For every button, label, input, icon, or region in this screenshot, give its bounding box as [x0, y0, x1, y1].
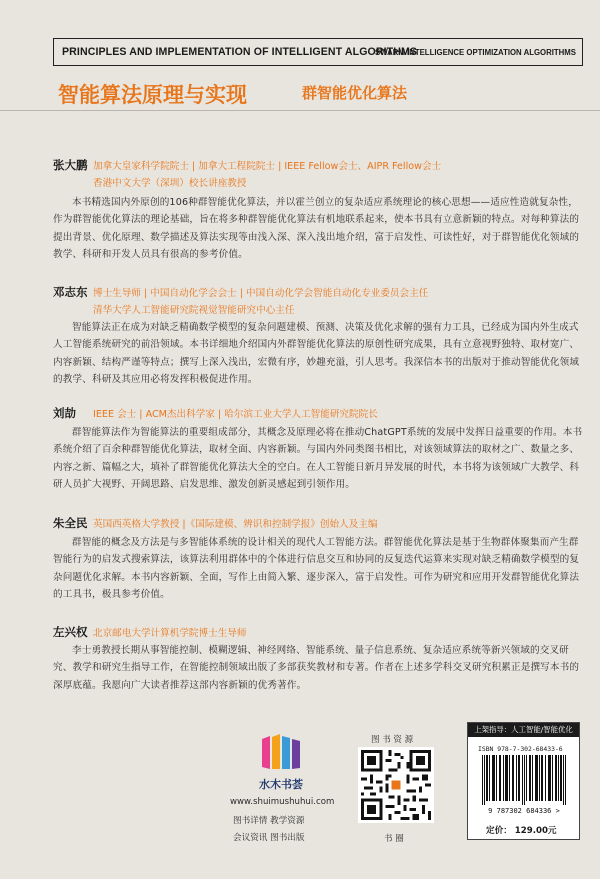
qr-label-top: 图 书 资 源 — [371, 735, 414, 745]
review-text: 群智能的概念及方法是与多智能体系统的设计相关的现代人工智能方法。群智能优化算法是基于生物群体聚集而产生群智能行为的启发式搜索算法，该算法利用群体中的个体进行信息交互和协同的反复迭代运算来实现对缺乏精确数学模型的复杂问题优化求解。本书内容新颖、全面，写作上由简入繁、逐步深入，富于启发性。可作为研究和应用开发群智能优化算法的工具书，极具参考价值。 — [53, 537, 580, 601]
reviewer-name: 邓志东 — [53, 285, 88, 299]
price-label: 定价： 129.00元 — [486, 826, 557, 836]
publisher-logo-icon — [254, 733, 304, 773]
credential-line: 英国西英格大学教授 |《国际建模、辨识和控制学报》创始人及主编 — [93, 519, 378, 530]
review-text: 智能算法正在成为对缺乏精确数学模型的复杂问题建模、预测、决策及优化求解的强有力工具，已经成为国内外生成式人工智能系统研究的前沿领域。本书详细地介绍国内外群智能优化算法的原创性研究成果，具有立意视野独特、取材宽广、内容新颖、结构严谨等特点；撰写上深入浅出，宏微有序，妙趣充溢，引人思考。我深信本书的出版对于推动智能优化领域的教学、科研及其应用必将发挥积极促进作用。 — [53, 322, 580, 386]
barcode-digits: 9 787302 684336 > — [488, 807, 560, 815]
barcode-icon — [476, 755, 572, 815]
review-text: 群智能算法作为智能算法的重要组成部分，其概念及原理必将在推动ChatGPT系统的发展中发挥日益重要的作用。本书系统介绍了百余种群智能优化算法，取材全面、内容新颖。与国内外同类图书相比，对该领域算法的取材之广、数量之多、内容之新、篇幅之大，填补了群智能优化算法大全的空白。在人工智能日新月异发展的时代，本书将为该领域广大教学、科研人员扩大视野、开阔思路、启发思维、激发创新灵感起到引领作用。 — [53, 427, 583, 491]
publisher-website[interactable]: www.shuimushuhui.com — [230, 797, 335, 807]
publisher-links-row-1: 图书详情 教学资源 — [233, 816, 305, 826]
book-title: 智能算法原理与实现 — [58, 83, 247, 107]
book-subtitle: 群智能优化算法 — [302, 84, 408, 102]
reviewer-name: 张大鹏 — [53, 158, 88, 172]
reviewer-credentials — [93, 516, 378, 533]
review-text: 李士勇教授长期从事智能控制、模糊逻辑、神经网络、智能系统、量子信息系统、复杂适应系统等新兴领域的交叉研究、教学和研究生指导工作，在智能控制领域出版了多部获奖教材和专著。作者在上述多学科交叉研究积累正是撰写本书的深厚底蕴。我愿向广大读者推荐这部内容新颖的优秀著作。 — [53, 645, 580, 691]
reviewer-name: 朱全民 — [53, 516, 88, 530]
publisher-links-row-2: 会议资讯 图书出版 — [233, 833, 305, 843]
credential-line: 香港中文大学（深圳）校长讲座教授 — [93, 178, 247, 189]
credential-line: 清华大学人工智能研究院视觉智能研究中心主任 — [93, 305, 295, 316]
english-title: PRINCIPLES AND IMPLEMENTATION OF INTELLIGENT ALGORITHMS — [62, 46, 418, 58]
barcode-panel — [467, 722, 580, 840]
reviewer-name: 左兴权 — [53, 625, 88, 639]
isbn-number: ISBN 978-7-302-68433-6 — [478, 745, 563, 753]
reviewer-credentials — [93, 406, 378, 423]
divider — [0, 110, 600, 111]
shelf-category: 上架指导：人工智能/智能优化 — [468, 723, 579, 737]
credential-line: IEEE 会士 | ACM杰出科学家 | 哈尔滨工业大学人工智能研究院院长 — [93, 409, 378, 420]
credential-line: 加拿大皇家科学院院士 | 加拿大工程院院士 | IEEE Fellow会士、AIPR Fellow会士 — [93, 161, 442, 172]
credential-line: 北京邮电大学计算机学院博士生导师 — [93, 628, 247, 639]
qr-code-icon[interactable] — [358, 747, 434, 823]
reviewer-credentials — [93, 285, 428, 319]
english-subtitle: SWARM INTELLIGENCE OPTIMIZATION ALGORITHMS — [375, 48, 576, 57]
review-text: 本书精选国内外原创的106种群智能优化算法，并以霍兰创立的复杂适应系统理论的核心思想——适应性造就复杂性，作为群智能优化算法的理论基础，旨在将多种群智能优化算法有机地联系起来，使本书具有立意新颖的特点。对每种算法的提出背景、优化原理、数学描述及算法实现等由浅入深、深入浅出地介绍，富于启发性、可读性好，对于群智能优化领域的教学、科研和开发人员具有很高的参考价值。 — [53, 197, 580, 261]
reviewer-credentials — [93, 625, 247, 642]
qr-label-bottom: 书 圈 — [384, 834, 404, 844]
reviewer-credentials — [93, 158, 441, 192]
reviewer-name: 刘劼 — [53, 406, 76, 420]
publisher-brand: 水木书荟 — [259, 778, 303, 791]
english-title-box — [53, 38, 583, 66]
credential-line: 博士生导师 | 中国自动化学会会士 | 中国自动化学会智能自动化专业委员会主任 — [93, 288, 429, 299]
